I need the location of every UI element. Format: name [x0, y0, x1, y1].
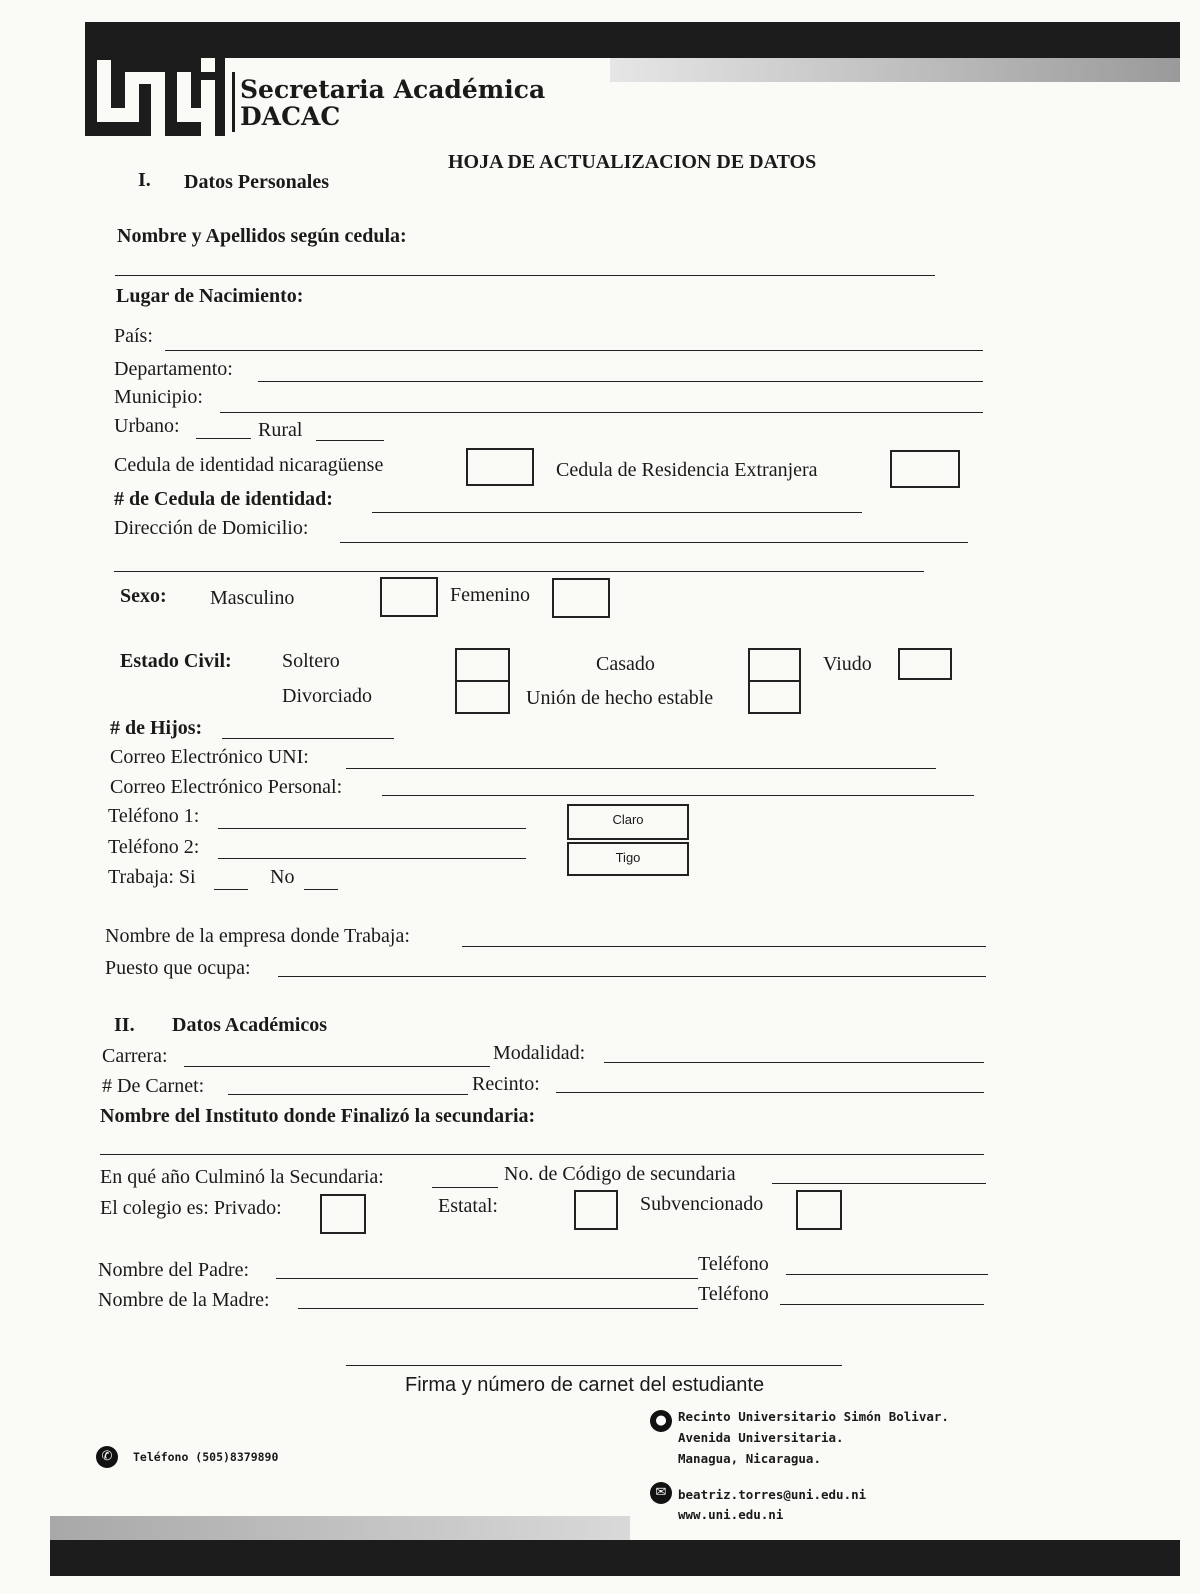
company-label: Nombre de la empresa donde Trabaja: — [105, 925, 410, 947]
uni-logo — [85, 50, 225, 136]
phone1-label: Teléfono 1: — [108, 805, 200, 827]
carnet-field[interactable] — [228, 1094, 468, 1095]
foreign-id-label: Cedula de Residencia Extranjera — [556, 459, 818, 481]
footer-band — [50, 1540, 1180, 1576]
operator-tigo[interactable]: Tigo — [567, 842, 689, 876]
male-label: Masculino — [210, 587, 295, 609]
works-yes-label: Trabaja: Si — [108, 866, 196, 888]
school-type-label: El colegio es: Privado: — [100, 1197, 282, 1219]
email-personal-field[interactable] — [382, 795, 974, 796]
footer-address-line2: Avenida Universitaria. — [678, 1430, 844, 1445]
address-field[interactable] — [340, 542, 968, 543]
father-label: Nombre del Padre: — [98, 1259, 250, 1281]
id-number-field[interactable] — [372, 512, 862, 513]
operator-claro[interactable]: Claro — [567, 804, 689, 840]
married-label: Casado — [596, 653, 655, 675]
institute-label: Nombre del Instituto donde Finalizó la secundaria: — [100, 1105, 536, 1127]
form-title: HOJA DE ACTUALIZACION DE DATOS — [448, 151, 817, 173]
father-phone-label: Teléfono — [698, 1253, 769, 1275]
divorced-label: Divorciado — [282, 685, 372, 707]
state-checkbox[interactable] — [574, 1190, 618, 1230]
phone2-label: Teléfono 2: — [108, 836, 200, 858]
female-checkbox[interactable] — [552, 578, 610, 618]
urban-label: Urbano: — [114, 415, 180, 437]
single-label: Soltero — [282, 650, 340, 672]
company-field[interactable] — [462, 946, 986, 947]
single-checkbox[interactable] — [455, 648, 510, 682]
sex-label: Sexo: — [120, 585, 167, 607]
works-no-field[interactable] — [304, 889, 338, 890]
id-number-label: # de Cedula de identidad: — [114, 488, 333, 510]
org-department: DACAC — [240, 102, 341, 131]
foreign-id-checkbox[interactable] — [890, 450, 960, 488]
female-label: Femenino — [450, 584, 530, 606]
career-field[interactable] — [184, 1066, 490, 1067]
state-label: Estatal: — [438, 1195, 498, 1217]
mother-label: Nombre de la Madre: — [98, 1289, 270, 1311]
subsidized-checkbox[interactable] — [796, 1190, 842, 1230]
campus-field[interactable] — [556, 1092, 984, 1093]
union-label: Unión de hecho estable — [526, 687, 714, 709]
address-label: Dirección de Domicilio: — [114, 517, 309, 539]
married-checkbox[interactable] — [748, 648, 801, 682]
subsidized-label: Subvencionado — [640, 1193, 764, 1215]
address-field-line2[interactable] — [114, 571, 924, 572]
footer-address-line1: Recinto Universitario Simón Bolivar. — [678, 1409, 949, 1424]
footer-email[interactable]: beatriz.torres@uni.edu.ni — [678, 1487, 867, 1502]
institute-field[interactable] — [100, 1154, 984, 1155]
male-checkbox[interactable] — [380, 577, 438, 617]
country-field[interactable] — [165, 350, 983, 351]
private-checkbox[interactable] — [320, 1194, 366, 1234]
father-field[interactable] — [276, 1278, 698, 1279]
email-personal-label: Correo Electrónico Personal: — [110, 776, 343, 798]
father-phone-field[interactable] — [786, 1274, 988, 1275]
birthplace-label: Lugar de Nacimiento: — [116, 285, 304, 307]
divorced-checkbox[interactable] — [455, 680, 510, 714]
carnet-label: # De Carnet: — [102, 1075, 205, 1097]
works-yes-field[interactable] — [214, 889, 248, 890]
logo-divider — [232, 72, 235, 132]
mother-phone-label: Teléfono — [698, 1283, 769, 1305]
municipality-field[interactable] — [220, 412, 983, 413]
full-name-label: Nombre y Apellidos según cedula: — [117, 225, 407, 247]
department-label: Departamento: — [114, 358, 233, 380]
section-1-title: Datos Personales — [184, 171, 329, 193]
section-1-number: I. — [138, 169, 151, 191]
position-field[interactable] — [278, 976, 986, 977]
nic-id-label: Cedula de identidad nicaragüense — [114, 454, 384, 476]
email-uni-field[interactable] — [346, 768, 936, 769]
phone-icon: ✆ — [96, 1446, 118, 1468]
footer-phone: Teléfono (505)8379890 — [133, 1450, 279, 1464]
children-label: # de Hijos: — [110, 717, 203, 739]
career-label: Carrera: — [102, 1045, 168, 1067]
modality-label: Modalidad: — [493, 1042, 586, 1064]
mother-field[interactable] — [298, 1308, 698, 1309]
rural-label: Rural — [258, 419, 303, 441]
org-name: Secretaria Académica — [240, 75, 546, 104]
nic-id-checkbox[interactable] — [466, 448, 534, 486]
rural-field[interactable] — [316, 440, 384, 441]
civil-status-label: Estado Civil: — [120, 650, 232, 672]
mother-phone-field[interactable] — [780, 1304, 984, 1305]
department-field[interactable] — [258, 381, 983, 382]
children-field[interactable] — [222, 738, 394, 739]
phone1-field[interactable] — [218, 828, 526, 829]
phone2-field[interactable] — [218, 858, 526, 859]
union-checkbox[interactable] — [748, 680, 801, 714]
campus-label: Recinto: — [472, 1073, 540, 1095]
year-finished-label: En qué año Culminó la Secundaria: — [100, 1166, 384, 1188]
signature-field[interactable] — [346, 1365, 842, 1366]
modality-field[interactable] — [604, 1062, 984, 1063]
location-pin-icon: ● — [650, 1410, 672, 1432]
urban-field[interactable] — [196, 438, 251, 439]
header-band-grey — [610, 58, 1180, 82]
footer-website[interactable]: www.uni.edu.ni — [678, 1507, 784, 1522]
year-finished-field[interactable] — [432, 1187, 498, 1188]
country-label: País: — [114, 325, 153, 347]
school-code-field[interactable] — [772, 1183, 986, 1184]
works-no-label: No — [270, 866, 295, 888]
header-band — [85, 22, 1180, 58]
position-label: Puesto que ocupa: — [105, 957, 251, 979]
email-uni-label: Correo Electrónico UNI: — [110, 746, 309, 768]
section-2-title: Datos Académicos — [172, 1014, 327, 1036]
school-code-label: No. de Código de secundaria — [504, 1163, 736, 1185]
widowed-label: Viudo — [823, 653, 872, 675]
municipality-label: Municipio: — [114, 386, 203, 408]
footer-address-line3: Managua, Nicaragua. — [678, 1451, 821, 1466]
mail-icon: ✉ — [650, 1482, 672, 1504]
widowed-checkbox[interactable] — [898, 648, 952, 680]
section-2-number: II. — [114, 1014, 135, 1036]
signature-caption: Firma y número de carnet del estudiante — [405, 1374, 765, 1396]
full-name-field[interactable] — [115, 275, 935, 276]
